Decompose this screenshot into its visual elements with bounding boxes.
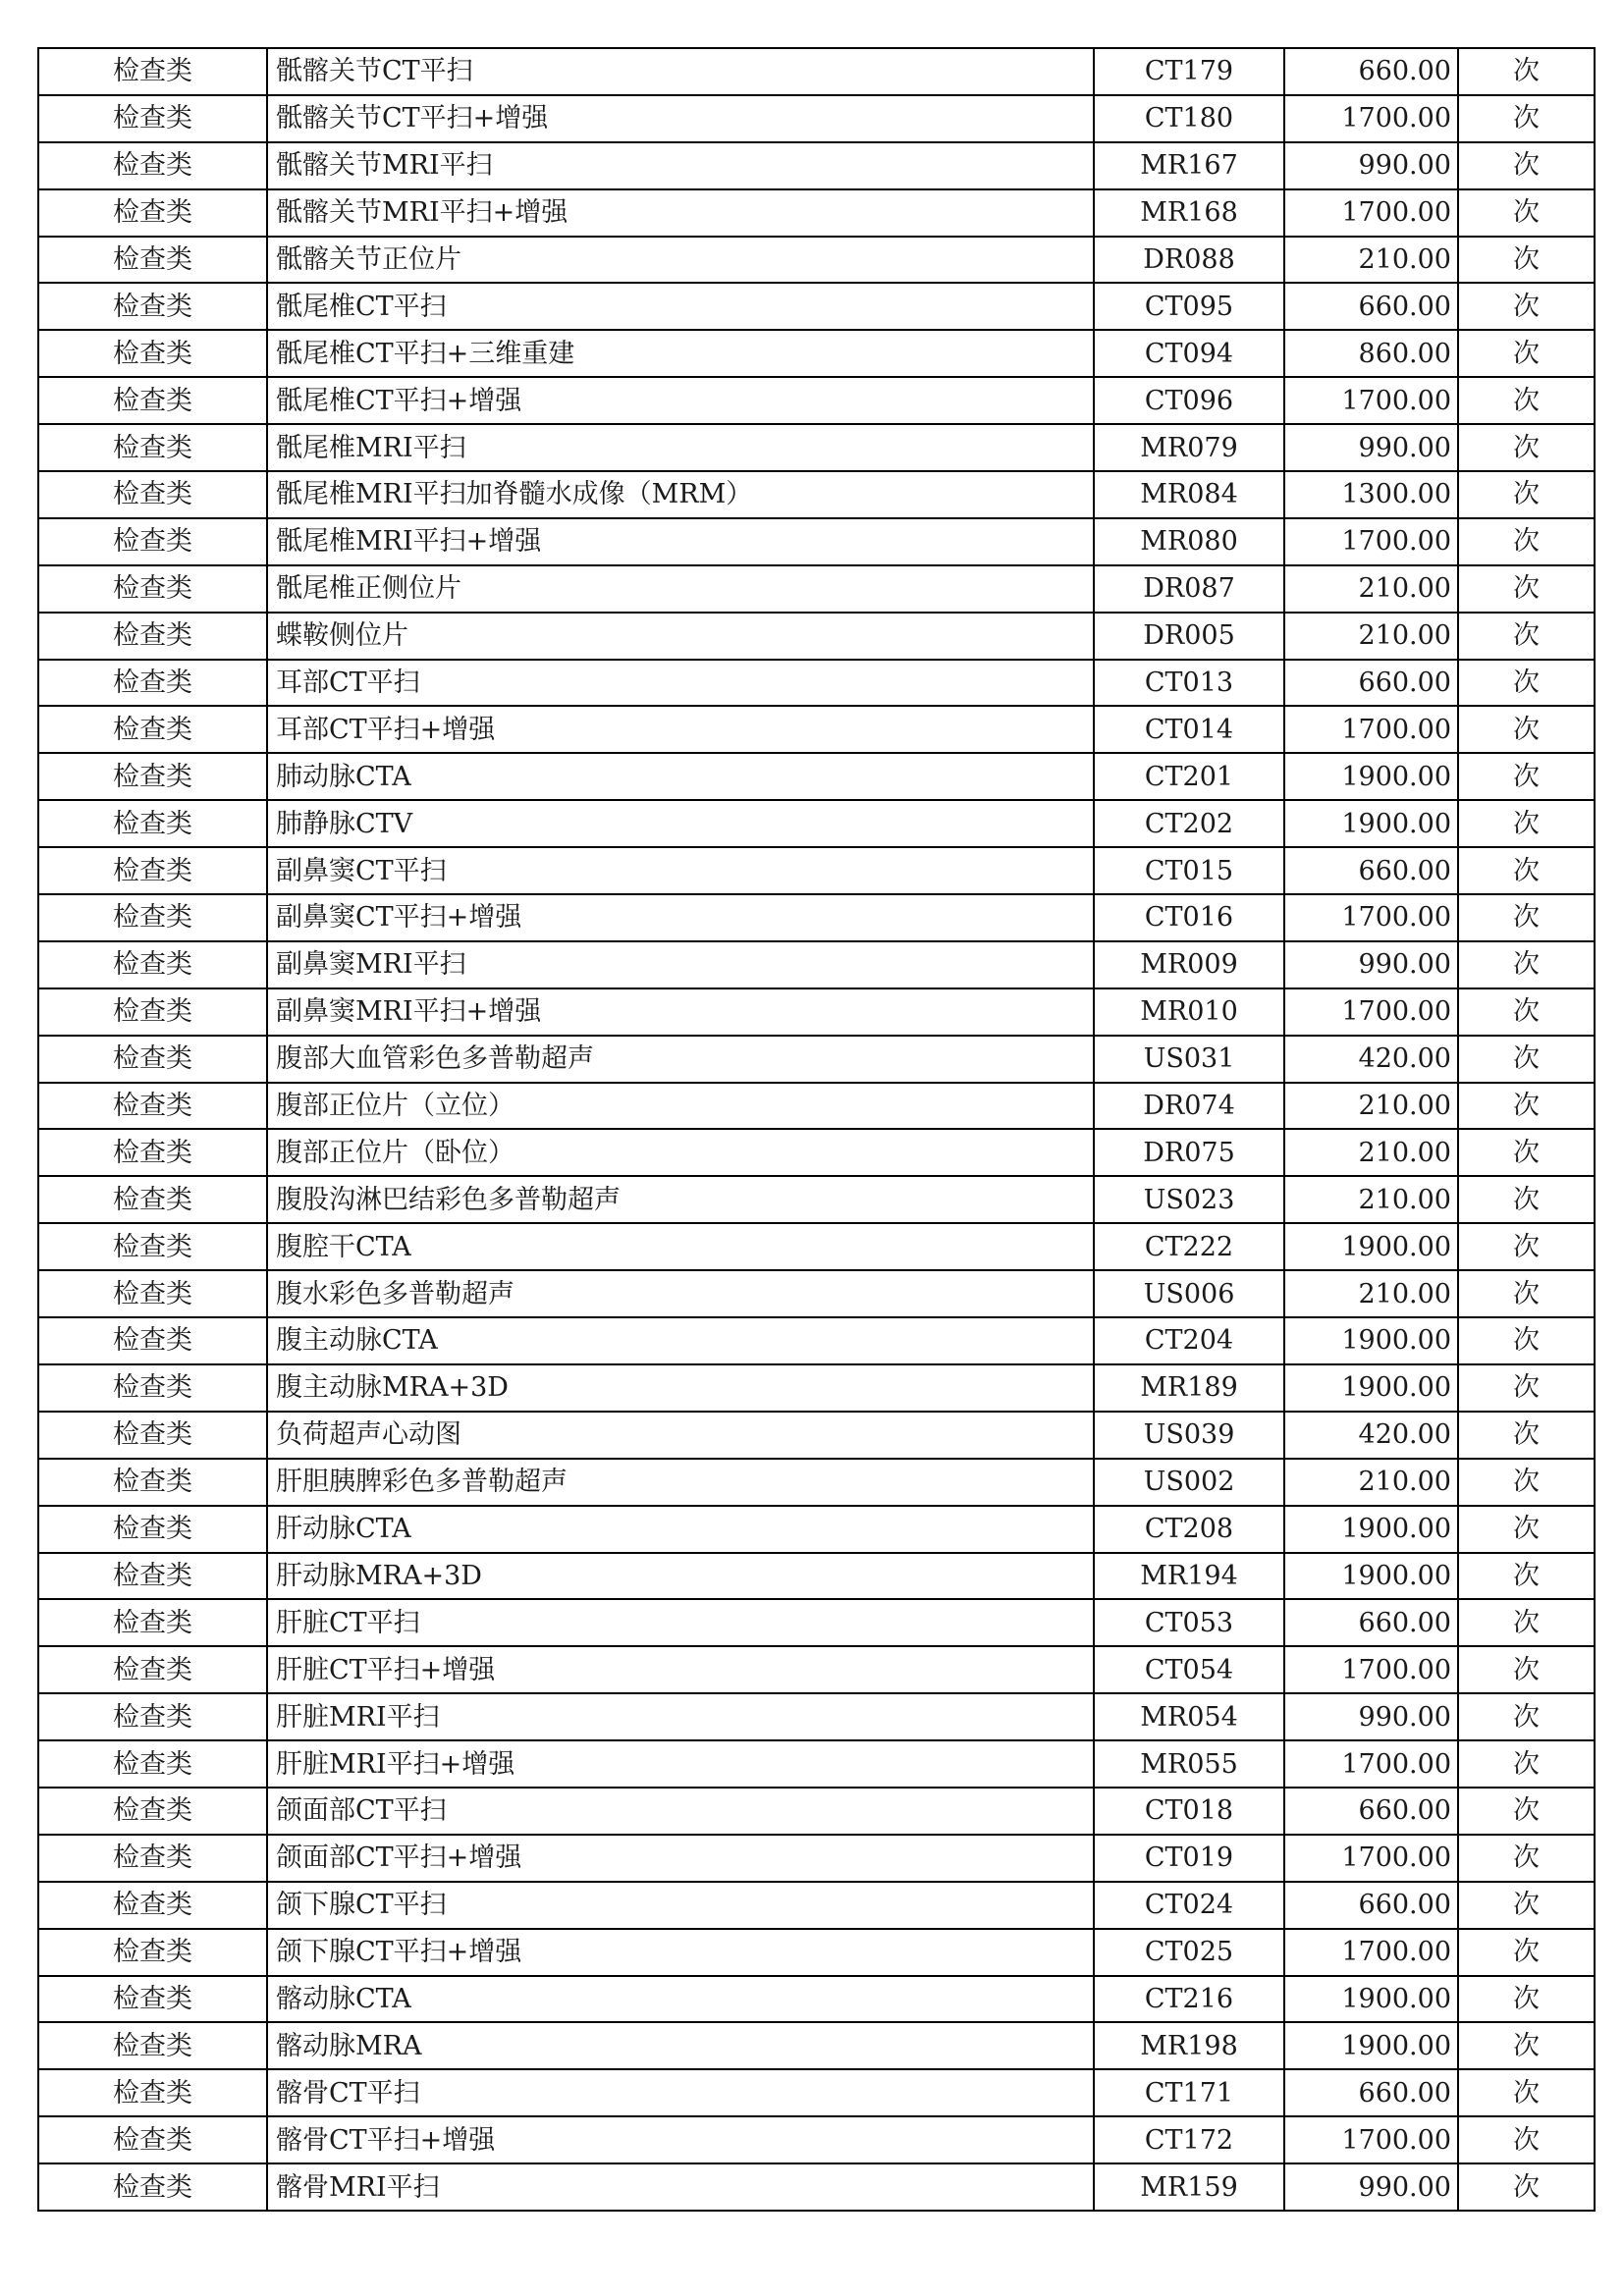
- table-row: [38, 753, 1595, 800]
- table-row: [38, 1835, 1595, 1882]
- price-cell: 1900.00: [1284, 1553, 1458, 1600]
- unit-cell: 次: [1458, 1036, 1595, 1083]
- item-name-cell: 肝胆胰脾彩色多普勒超声: [267, 1459, 1094, 1506]
- item-name-cell: 髂骨CT平扫: [267, 2069, 1094, 2116]
- table-row: [38, 189, 1595, 237]
- unit-cell: 次: [1458, 1176, 1595, 1223]
- item-name-cell: 髂动脉CTA: [267, 1976, 1094, 2023]
- item-code-cell: CT202: [1094, 800, 1284, 847]
- price-cell: 1900.00: [1284, 1223, 1458, 1270]
- unit-cell: 次: [1458, 1835, 1595, 1882]
- table-row: [38, 471, 1595, 518]
- table-row: [38, 1929, 1595, 1976]
- price-cell: 1700.00: [1284, 1929, 1458, 1976]
- price-cell: 1700.00: [1284, 706, 1458, 753]
- price-cell: 210.00: [1284, 1129, 1458, 1176]
- unit-cell: 次: [1458, 283, 1595, 330]
- item-name-cell: 腹部正位片（卧位）: [267, 1129, 1094, 1176]
- item-code-cell: CT019: [1094, 1835, 1284, 1882]
- item-code-cell: DR087: [1094, 565, 1284, 613]
- price-cell: 210.00: [1284, 1270, 1458, 1317]
- unit-cell: 次: [1458, 2069, 1595, 2116]
- price-cell: 1700.00: [1284, 189, 1458, 237]
- item-code-cell: US006: [1094, 1270, 1284, 1317]
- unit-cell: 次: [1458, 1740, 1595, 1788]
- item-code-cell: DR075: [1094, 1129, 1284, 1176]
- item-code-cell: MR198: [1094, 2022, 1284, 2069]
- table-row: [38, 1083, 1595, 1130]
- unit-cell: 次: [1458, 2022, 1595, 2069]
- item-code-cell: CT216: [1094, 1976, 1284, 2023]
- item-code-cell: CT201: [1094, 753, 1284, 800]
- price-cell: 860.00: [1284, 330, 1458, 377]
- item-name-cell: 骶尾椎正侧位片: [267, 565, 1094, 613]
- item-name-cell: 肝脏CT平扫: [267, 1599, 1094, 1646]
- category-cell: 检查类: [38, 1599, 267, 1646]
- category-cell: 检查类: [38, 706, 267, 753]
- unit-cell: 次: [1458, 1270, 1595, 1317]
- item-name-cell: 蝶鞍侧位片: [267, 613, 1094, 660]
- table-body: [38, 48, 1595, 2211]
- table-row: [38, 2069, 1595, 2116]
- table-row: [38, 1364, 1595, 1412]
- price-cell: 990.00: [1284, 2163, 1458, 2211]
- category-cell: 检查类: [38, 1036, 267, 1083]
- price-cell: 660.00: [1284, 2069, 1458, 2116]
- item-code-cell: CT025: [1094, 1929, 1284, 1976]
- price-cell: 1900.00: [1284, 1364, 1458, 1412]
- unit-cell: 次: [1458, 613, 1595, 660]
- item-name-cell: 髂骨CT平扫+增强: [267, 2116, 1094, 2163]
- category-cell: 检查类: [38, 988, 267, 1036]
- price-cell: 1900.00: [1284, 1506, 1458, 1553]
- unit-cell: 次: [1458, 95, 1595, 142]
- item-code-cell: MR194: [1094, 1553, 1284, 1600]
- category-cell: 检查类: [38, 2163, 267, 2211]
- price-cell: 1700.00: [1284, 894, 1458, 941]
- category-cell: 检查类: [38, 941, 267, 988]
- item-name-cell: 耳部CT平扫+增强: [267, 706, 1094, 753]
- category-cell: 检查类: [38, 1176, 267, 1223]
- category-cell: 检查类: [38, 660, 267, 707]
- price-cell: 1900.00: [1284, 800, 1458, 847]
- category-cell: 检查类: [38, 1553, 267, 1600]
- unit-cell: 次: [1458, 1506, 1595, 1553]
- category-cell: 检查类: [38, 2069, 267, 2116]
- category-cell: 检查类: [38, 1364, 267, 1412]
- item-code-cell: CT172: [1094, 2116, 1284, 2163]
- item-code-cell: DR005: [1094, 613, 1284, 660]
- item-code-cell: MR080: [1094, 518, 1284, 565]
- item-name-cell: 骶尾椎MRI平扫: [267, 424, 1094, 471]
- unit-cell: 次: [1458, 847, 1595, 894]
- table-row: [38, 1129, 1595, 1176]
- price-cell: 1900.00: [1284, 1317, 1458, 1364]
- category-cell: 检查类: [38, 1506, 267, 1553]
- table-row: [38, 1599, 1595, 1646]
- table-row: [38, 1553, 1595, 1600]
- price-table: [37, 47, 1596, 2212]
- item-name-cell: 髂骨MRI平扫: [267, 2163, 1094, 2211]
- unit-cell: 次: [1458, 1599, 1595, 1646]
- item-name-cell: 腹主动脉MRA+3D: [267, 1364, 1094, 1412]
- item-code-cell: CT018: [1094, 1788, 1284, 1835]
- price-cell: 1700.00: [1284, 518, 1458, 565]
- item-name-cell: 骶髂关节MRI平扫: [267, 142, 1094, 189]
- category-cell: 检查类: [38, 1459, 267, 1506]
- category-cell: 检查类: [38, 1270, 267, 1317]
- item-name-cell: 副鼻窦CT平扫: [267, 847, 1094, 894]
- price-cell: 1900.00: [1284, 753, 1458, 800]
- category-cell: 检查类: [38, 753, 267, 800]
- table-row: [38, 800, 1595, 847]
- price-cell: 1700.00: [1284, 377, 1458, 424]
- category-cell: 检查类: [38, 424, 267, 471]
- category-cell: 检查类: [38, 1129, 267, 1176]
- unit-cell: 次: [1458, 988, 1595, 1036]
- item-name-cell: 肺动脉CTA: [267, 753, 1094, 800]
- price-cell: 660.00: [1284, 283, 1458, 330]
- price-cell: 1900.00: [1284, 2022, 1458, 2069]
- unit-cell: 次: [1458, 1459, 1595, 1506]
- item-code-cell: MR159: [1094, 2163, 1284, 2211]
- unit-cell: 次: [1458, 237, 1595, 284]
- price-cell: 1700.00: [1284, 1646, 1458, 1693]
- table-row: [38, 1036, 1595, 1083]
- price-cell: 210.00: [1284, 1459, 1458, 1506]
- category-cell: 检查类: [38, 189, 267, 237]
- price-cell: 660.00: [1284, 1882, 1458, 1929]
- price-cell: 660.00: [1284, 1788, 1458, 1835]
- unit-cell: 次: [1458, 189, 1595, 237]
- unit-cell: 次: [1458, 1364, 1595, 1412]
- category-cell: 检查类: [38, 800, 267, 847]
- table-row: [38, 847, 1595, 894]
- item-code-cell: CT096: [1094, 377, 1284, 424]
- unit-cell: 次: [1458, 1129, 1595, 1176]
- item-code-cell: CT053: [1094, 1599, 1284, 1646]
- category-cell: 检查类: [38, 894, 267, 941]
- item-name-cell: 髂动脉MRA: [267, 2022, 1094, 2069]
- price-cell: 420.00: [1284, 1412, 1458, 1459]
- unit-cell: 次: [1458, 48, 1595, 95]
- item-name-cell: 肺静脉CTV: [267, 800, 1094, 847]
- item-name-cell: 骶髂关节MRI平扫+增强: [267, 189, 1094, 237]
- item-code-cell: US031: [1094, 1036, 1284, 1083]
- table-row: [38, 1270, 1595, 1317]
- unit-cell: 次: [1458, 142, 1595, 189]
- category-cell: 检查类: [38, 518, 267, 565]
- price-cell: 990.00: [1284, 941, 1458, 988]
- table-row: [38, 1317, 1595, 1364]
- item-code-cell: MR009: [1094, 941, 1284, 988]
- category-cell: 检查类: [38, 613, 267, 660]
- item-name-cell: 骶尾椎CT平扫+增强: [267, 377, 1094, 424]
- unit-cell: 次: [1458, 2116, 1595, 2163]
- price-cell: 660.00: [1284, 660, 1458, 707]
- unit-cell: 次: [1458, 1223, 1595, 1270]
- unit-cell: 次: [1458, 1317, 1595, 1364]
- unit-cell: 次: [1458, 800, 1595, 847]
- category-cell: 检查类: [38, 565, 267, 613]
- price-cell: 990.00: [1284, 424, 1458, 471]
- item-name-cell: 耳部CT平扫: [267, 660, 1094, 707]
- category-cell: 检查类: [38, 1317, 267, 1364]
- item-name-cell: 腹主动脉CTA: [267, 1317, 1094, 1364]
- category-cell: 检查类: [38, 48, 267, 95]
- unit-cell: 次: [1458, 377, 1595, 424]
- table-row: [38, 1223, 1595, 1270]
- item-name-cell: 颌面部CT平扫+增强: [267, 1835, 1094, 1882]
- table-row: [38, 894, 1595, 941]
- unit-cell: 次: [1458, 1976, 1595, 2023]
- unit-cell: 次: [1458, 2163, 1595, 2211]
- category-cell: 检查类: [38, 1788, 267, 1835]
- category-cell: 检查类: [38, 1882, 267, 1929]
- table-row: [38, 1176, 1595, 1223]
- category-cell: 检查类: [38, 1646, 267, 1693]
- unit-cell: 次: [1458, 1929, 1595, 1976]
- price-cell: 210.00: [1284, 1176, 1458, 1223]
- price-cell: 1700.00: [1284, 988, 1458, 1036]
- category-cell: 检查类: [38, 1693, 267, 1740]
- price-cell: 660.00: [1284, 1599, 1458, 1646]
- table-row: [38, 1412, 1595, 1459]
- item-code-cell: US039: [1094, 1412, 1284, 1459]
- category-cell: 检查类: [38, 2022, 267, 2069]
- item-code-cell: CT208: [1094, 1506, 1284, 1553]
- category-cell: 检查类: [38, 283, 267, 330]
- price-cell: 990.00: [1284, 142, 1458, 189]
- item-code-cell: MR054: [1094, 1693, 1284, 1740]
- unit-cell: 次: [1458, 518, 1595, 565]
- item-name-cell: 腹股沟淋巴结彩色多普勒超声: [267, 1176, 1094, 1223]
- category-cell: 检查类: [38, 377, 267, 424]
- item-code-cell: MR055: [1094, 1740, 1284, 1788]
- item-name-cell: 副鼻窦MRI平扫: [267, 941, 1094, 988]
- item-name-cell: 颌面部CT平扫: [267, 1788, 1094, 1835]
- item-code-cell: CT179: [1094, 48, 1284, 95]
- item-code-cell: DR074: [1094, 1083, 1284, 1130]
- unit-cell: 次: [1458, 753, 1595, 800]
- table-row: [38, 283, 1595, 330]
- category-cell: 检查类: [38, 1223, 267, 1270]
- item-name-cell: 肝脏MRI平扫+增强: [267, 1740, 1094, 1788]
- price-cell: 1700.00: [1284, 1740, 1458, 1788]
- unit-cell: 次: [1458, 894, 1595, 941]
- category-cell: 检查类: [38, 471, 267, 518]
- item-name-cell: 骶髂关节CT平扫+增强: [267, 95, 1094, 142]
- category-cell: 检查类: [38, 2116, 267, 2163]
- item-code-cell: CT180: [1094, 95, 1284, 142]
- item-name-cell: 腹部正位片（立位）: [267, 1083, 1094, 1130]
- unit-cell: 次: [1458, 706, 1595, 753]
- unit-cell: 次: [1458, 1553, 1595, 1600]
- item-name-cell: 副鼻窦CT平扫+增强: [267, 894, 1094, 941]
- category-cell: 检查类: [38, 1976, 267, 2023]
- table-row: [38, 988, 1595, 1036]
- category-cell: 检查类: [38, 142, 267, 189]
- item-name-cell: 肝动脉MRA+3D: [267, 1553, 1094, 1600]
- table-row: [38, 941, 1595, 988]
- unit-cell: 次: [1458, 424, 1595, 471]
- unit-cell: 次: [1458, 660, 1595, 707]
- item-code-cell: CT095: [1094, 283, 1284, 330]
- item-name-cell: 骶髂关节CT平扫: [267, 48, 1094, 95]
- item-code-cell: MR010: [1094, 988, 1284, 1036]
- item-code-cell: MR084: [1094, 471, 1284, 518]
- price-cell: 660.00: [1284, 48, 1458, 95]
- table-row: [38, 237, 1595, 284]
- item-code-cell: MR167: [1094, 142, 1284, 189]
- table-row: [38, 95, 1595, 142]
- unit-cell: 次: [1458, 1083, 1595, 1130]
- table-row: [38, 1693, 1595, 1740]
- price-cell: 210.00: [1284, 565, 1458, 613]
- unit-cell: 次: [1458, 1693, 1595, 1740]
- price-cell: 990.00: [1284, 1693, 1458, 1740]
- item-code-cell: CT014: [1094, 706, 1284, 753]
- category-cell: 检查类: [38, 1929, 267, 1976]
- item-code-cell: MR079: [1094, 424, 1284, 471]
- category-cell: 检查类: [38, 1083, 267, 1130]
- item-name-cell: 颌下腺CT平扫+增强: [267, 1929, 1094, 1976]
- unit-cell: 次: [1458, 565, 1595, 613]
- item-code-cell: CT015: [1094, 847, 1284, 894]
- category-cell: 检查类: [38, 237, 267, 284]
- item-code-cell: CT094: [1094, 330, 1284, 377]
- table-row: [38, 48, 1595, 95]
- table-row: [38, 1646, 1595, 1693]
- item-name-cell: 骶尾椎MRI平扫加脊髓水成像（MRM）: [267, 471, 1094, 518]
- item-code-cell: US002: [1094, 1459, 1284, 1506]
- category-cell: 检查类: [38, 330, 267, 377]
- item-name-cell: 副鼻窦MRI平扫+增强: [267, 988, 1094, 1036]
- item-code-cell: CT016: [1094, 894, 1284, 941]
- item-name-cell: 腹水彩色多普勒超声: [267, 1270, 1094, 1317]
- item-code-cell: MR168: [1094, 189, 1284, 237]
- table-row: [38, 1882, 1595, 1929]
- item-code-cell: CT054: [1094, 1646, 1284, 1693]
- item-name-cell: 肝脏MRI平扫: [267, 1693, 1094, 1740]
- item-code-cell: US023: [1094, 1176, 1284, 1223]
- category-cell: 检查类: [38, 95, 267, 142]
- price-cell: 1700.00: [1284, 95, 1458, 142]
- table-row: [38, 565, 1595, 613]
- unit-cell: 次: [1458, 471, 1595, 518]
- category-cell: 检查类: [38, 1412, 267, 1459]
- item-code-cell: CT222: [1094, 1223, 1284, 1270]
- table-row: [38, 142, 1595, 189]
- item-code-cell: CT024: [1094, 1882, 1284, 1929]
- unit-cell: 次: [1458, 1788, 1595, 1835]
- price-cell: 210.00: [1284, 237, 1458, 284]
- table-row: [38, 518, 1595, 565]
- price-cell: 420.00: [1284, 1036, 1458, 1083]
- table-row: [38, 2116, 1595, 2163]
- item-code-cell: CT171: [1094, 2069, 1284, 2116]
- unit-cell: 次: [1458, 1412, 1595, 1459]
- table-row: [38, 330, 1595, 377]
- unit-cell: 次: [1458, 1882, 1595, 1929]
- item-name-cell: 负荷超声心动图: [267, 1412, 1094, 1459]
- item-name-cell: 骶尾椎CT平扫: [267, 283, 1094, 330]
- table-row: [38, 1506, 1595, 1553]
- item-code-cell: CT013: [1094, 660, 1284, 707]
- category-cell: 检查类: [38, 1740, 267, 1788]
- price-cell: 660.00: [1284, 847, 1458, 894]
- table-row: [38, 706, 1595, 753]
- unit-cell: 次: [1458, 941, 1595, 988]
- price-cell: 1700.00: [1284, 2116, 1458, 2163]
- table-row: [38, 1788, 1595, 1835]
- table-row: [38, 1740, 1595, 1788]
- item-name-cell: 颌下腺CT平扫: [267, 1882, 1094, 1929]
- item-name-cell: 肝动脉CTA: [267, 1506, 1094, 1553]
- price-cell: 210.00: [1284, 613, 1458, 660]
- table-row: [38, 2022, 1595, 2069]
- unit-cell: 次: [1458, 330, 1595, 377]
- price-cell: 1900.00: [1284, 1976, 1458, 2023]
- table-row: [38, 377, 1595, 424]
- item-name-cell: 腹部大血管彩色多普勒超声: [267, 1036, 1094, 1083]
- item-name-cell: 肝脏CT平扫+增强: [267, 1646, 1094, 1693]
- item-code-cell: DR088: [1094, 237, 1284, 284]
- item-name-cell: 骶髂关节正位片: [267, 237, 1094, 284]
- table-row: [38, 613, 1595, 660]
- price-cell: 1300.00: [1284, 471, 1458, 518]
- table-row: [38, 1976, 1595, 2023]
- item-code-cell: MR189: [1094, 1364, 1284, 1412]
- price-cell: 210.00: [1284, 1083, 1458, 1130]
- table-row: [38, 1459, 1595, 1506]
- item-name-cell: 腹腔干CTA: [267, 1223, 1094, 1270]
- unit-cell: 次: [1458, 1646, 1595, 1693]
- table-row: [38, 424, 1595, 471]
- item-name-cell: 骶尾椎MRI平扫+增强: [267, 518, 1094, 565]
- item-code-cell: CT204: [1094, 1317, 1284, 1364]
- price-cell: 1700.00: [1284, 1835, 1458, 1882]
- item-name-cell: 骶尾椎CT平扫+三维重建: [267, 330, 1094, 377]
- table-row: [38, 2163, 1595, 2211]
- table-row: [38, 660, 1595, 707]
- category-cell: 检查类: [38, 1835, 267, 1882]
- category-cell: 检查类: [38, 847, 267, 894]
